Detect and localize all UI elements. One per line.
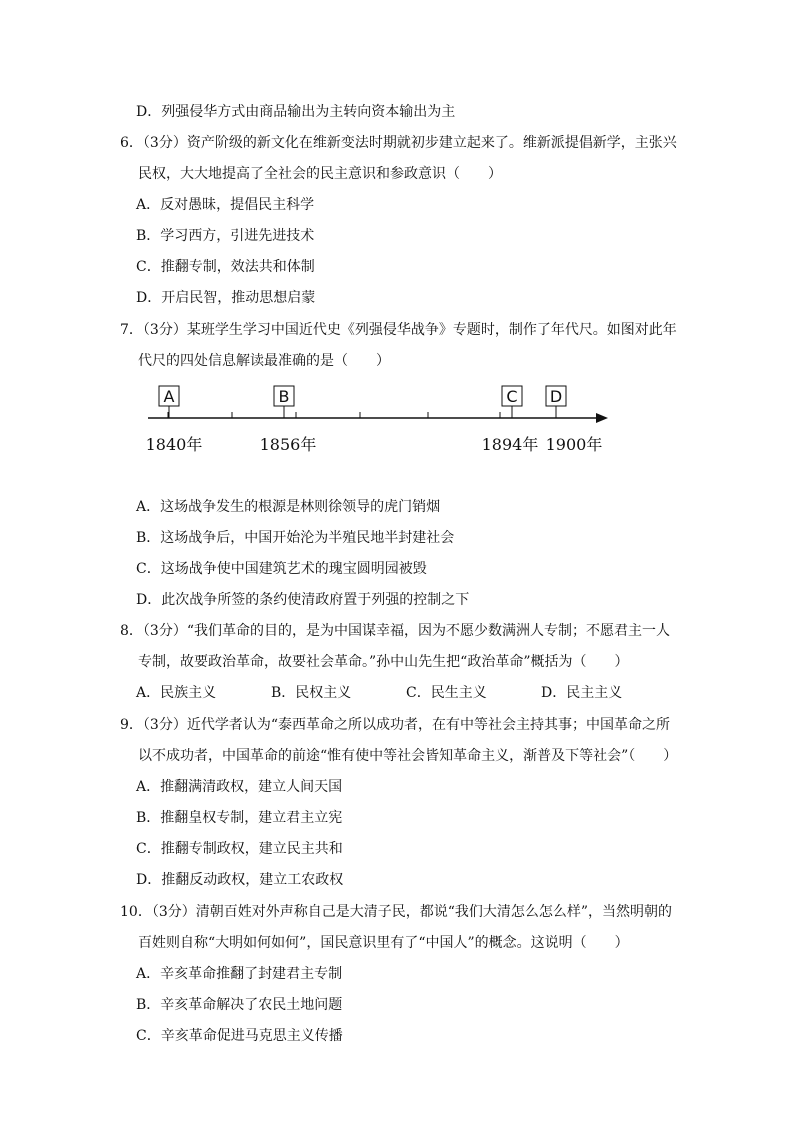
timeline-box-c-label: C	[506, 387, 518, 406]
q10-stem-line1: 10．（3分）清朝百姓对外声称自己是大清子民，都说“我们大清怎么怎么样”，当然明朝的	[120, 904, 673, 920]
q7-stem-line1: 7．（3分）某班学生学习中国近代史《列强侵华战争》专题时，制作了年代尺。如图对此年	[120, 322, 677, 338]
timeline-year-1894: 1894年	[481, 435, 539, 454]
q6-option-b[interactable]: B．学习西方，引进先进技术	[136, 228, 315, 244]
q8-option-d[interactable]: D．民主主义	[541, 685, 623, 701]
timeline-arrow	[596, 413, 608, 423]
q6-option-c[interactable]: C．推翻专制，效法共和体制	[136, 259, 315, 275]
q9-option-c[interactable]: C．推翻专制政权，建立民主共和	[136, 841, 343, 857]
q10-option-c[interactable]: C．辛亥革命促进马克思主义传播	[136, 1028, 343, 1044]
q10-stem-line2: 百姓则自称“大明如何如何”，国民意识里有了“中国人”的概念。这说明（ ）	[138, 935, 629, 951]
q8-option-a[interactable]: A．民族主义	[136, 685, 217, 701]
q7-timeline-figure	[138, 378, 618, 458]
q7-option-b[interactable]: B．这场战争后，中国开始沦为半殖民地半封建社会	[136, 530, 455, 546]
q8-options-row	[136, 683, 676, 703]
q7-option-c[interactable]: C．这场战争使中国建筑艺术的瑰宝圆明园被毁	[136, 561, 427, 577]
q9-stem-line2: 以不成功者，中国革命的前途“惟有使中等社会皆知革命主义，渐普及下等社会”（ ）	[138, 748, 678, 764]
timeline-box-d-label: D	[549, 387, 563, 406]
q5-option-d[interactable]: D．列强侵华方式由商品输出为主转向资本输出为主	[136, 104, 456, 120]
q7-stem-line2: 代尺的四处信息解读最准确的是（ ）	[138, 353, 390, 369]
q6-option-d[interactable]: D．开启民智，推动思想启蒙	[136, 290, 316, 306]
q10-option-b[interactable]: B．辛亥革命解决了农民土地问题	[136, 997, 343, 1013]
q7-option-a[interactable]: A．这场战争发生的根源是林则徐领导的虎门销烟	[136, 499, 441, 515]
q9-stem-line1: 9．（3分）近代学者认为“泰西革命之所以成功者，在有中等社会主持其事；中国革命之所	[120, 717, 670, 733]
timeline-year-1900: 1900年	[545, 435, 603, 454]
q8-stem-line1: 8．（3分）“我们革命的目的，是为中国谋幸福，因为不愿少数满洲人专制；不愿君主一人	[120, 623, 670, 639]
timeline-year-1856: 1856年	[259, 435, 317, 454]
q8-option-b[interactable]: B．民权主义	[271, 685, 352, 701]
q6-stem-line2: 民权，大大地提高了全社会的民主意识和参政意识（ ）	[138, 166, 502, 182]
q8-stem-line2: 专制，故要政治革命，故要社会革命。”孙中山先生把“政治革命”概括为（ ）	[138, 654, 629, 670]
timeline-year-1840: 1840年	[145, 435, 203, 454]
timeline-box-a-label: A	[163, 387, 175, 406]
q7-option-d[interactable]: D．此次战争所签的条约使清政府置于列强的控制之下	[136, 592, 470, 608]
q9-option-a[interactable]: A．推翻满清政权，建立人间天国	[136, 779, 343, 795]
q10-option-a[interactable]: A．辛亥革命推翻了封建君主专制	[136, 966, 343, 982]
q6-option-a[interactable]: A．反对愚昧，提倡民主科学	[136, 197, 315, 213]
q6-stem-line1: 6．（3分）资产阶级的新文化在维新变法时期就初步建立起来了。维新派提倡新学，主张兴	[120, 135, 677, 151]
timeline-box-b-label: B	[278, 387, 290, 406]
q9-option-d[interactable]: D．推翻反动政权，建立工农政权	[136, 872, 344, 888]
q8-option-c[interactable]: C．民生主义	[406, 685, 487, 701]
q9-option-b[interactable]: B．推翻皇权专制，建立君主立宪	[136, 810, 343, 826]
